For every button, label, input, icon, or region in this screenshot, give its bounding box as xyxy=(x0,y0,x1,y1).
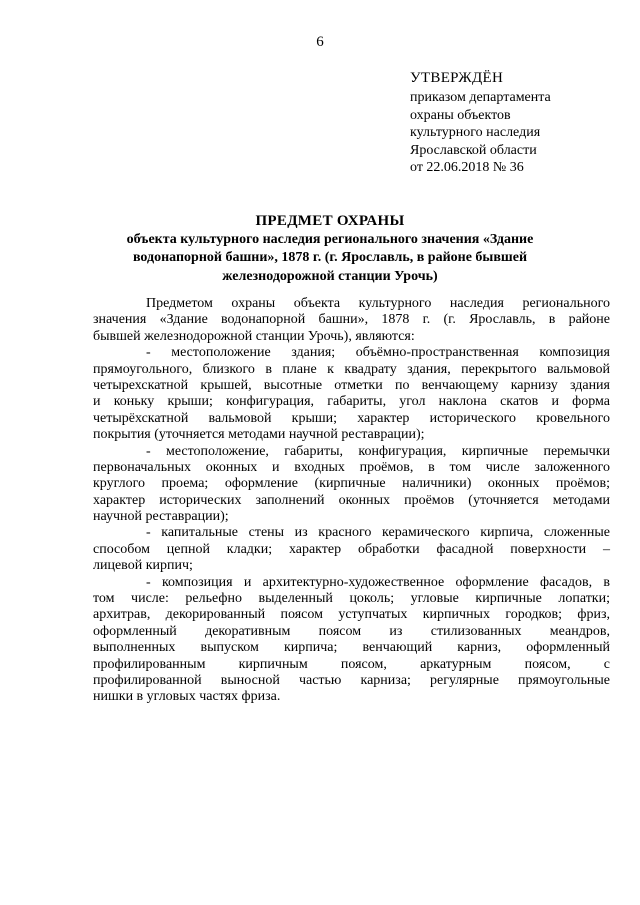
body-line: и коньку крыши; конфигурация, габариты, угол наклона скатов и форма xyxy=(93,394,610,410)
body-line: покрытия (уточняется методами научной реставрации); xyxy=(93,427,425,443)
approval-line: Ярославской области xyxy=(410,142,537,158)
heading-subtitle-line: железнодорожной станции Урочь) xyxy=(222,268,438,284)
body-line: бывшей железнодорожной станции Урочь), являются: xyxy=(93,328,415,344)
approval-line: от 22.06.2018 № 36 xyxy=(410,160,524,176)
body-line: архитрав, декорированный поясом уступчатых кирпичных городков; фриз, xyxy=(93,607,610,623)
body-line: лицевой кирпич; xyxy=(93,558,193,574)
body-line: научной реставрации); xyxy=(93,509,229,525)
heading-title: ПРЕДМЕТ ОХРАНЫ xyxy=(255,213,405,229)
body-line: прямоугольного, близкого в плане к квадрату здания, перекрытого вальмовой xyxy=(93,361,610,377)
heading-subtitle-line: объекта культурного наследия регионального значения «Здание xyxy=(126,232,534,247)
approval-line: охраны объектов xyxy=(410,107,511,123)
body-line: нишки в угловых частях фриза. xyxy=(93,689,281,705)
approval-line: приказом департамента xyxy=(410,90,551,106)
body-line: - капитальные стены из красного керамического кирпича, сложенные xyxy=(146,525,610,541)
body-line: первоначальных оконных и входных проёмов, в том числе заложенного xyxy=(93,459,610,475)
body-line: том числе: рельефно выделенный цоколь; угловые кирпичные лопатки; xyxy=(93,591,610,607)
approval-line: культурного наследия xyxy=(410,125,541,141)
body-line: профилированным кирпичным поясом, аркатурным поясом, с xyxy=(93,656,610,672)
body-line: выполненных выпуском кирпича; венчающий карниз, оформленный xyxy=(93,640,610,656)
body-line: оформленный декоративным поясом из стилизованных меандров, xyxy=(93,623,610,639)
heading-subtitle xyxy=(100,231,560,286)
body-line: четырехскатной крышей, высотные отметки по венчающему карнизу здания xyxy=(93,377,610,393)
body-line: способом цепной кладки; характер обработки фасадной поверхности – xyxy=(93,541,610,557)
body-text xyxy=(93,296,610,706)
body-line: значения «Здание водонапорной башни», 1878 г. (г. Ярославль, в районе xyxy=(93,312,610,328)
approval-block xyxy=(410,70,620,176)
body-line: профилированной выносной частью карниза; регулярные прямоугольные xyxy=(93,672,610,688)
body-line: характер исторических заполнений оконных проёмов (уточняется методами xyxy=(93,492,610,508)
body-line: круглого проема; оформление (кирпичные наличники) оконных проёмов; xyxy=(93,476,610,492)
document-heading xyxy=(100,211,560,286)
body-line: Предметом охраны объекта культурного наследия регионального xyxy=(146,296,610,311)
approval-title: УТВЕРЖДЁН xyxy=(410,70,504,86)
body-line: - местоположение, габариты, конфигурация, кирпичные перемычки xyxy=(146,443,610,459)
body-line: четырёхскатной вальмовой крыши; характер исторического кровельного xyxy=(93,410,610,426)
body-line: - местоположение здания; объёмно-пространственная композиция xyxy=(146,345,610,361)
page-number: 6 xyxy=(316,34,324,50)
body-line: - композиция и архитектурно-художественное оформление фасадов, в xyxy=(146,574,610,590)
heading-subtitle-line: водонапорной башни», 1878 г. (г. Ярославль, в районе бывшей xyxy=(132,250,528,266)
